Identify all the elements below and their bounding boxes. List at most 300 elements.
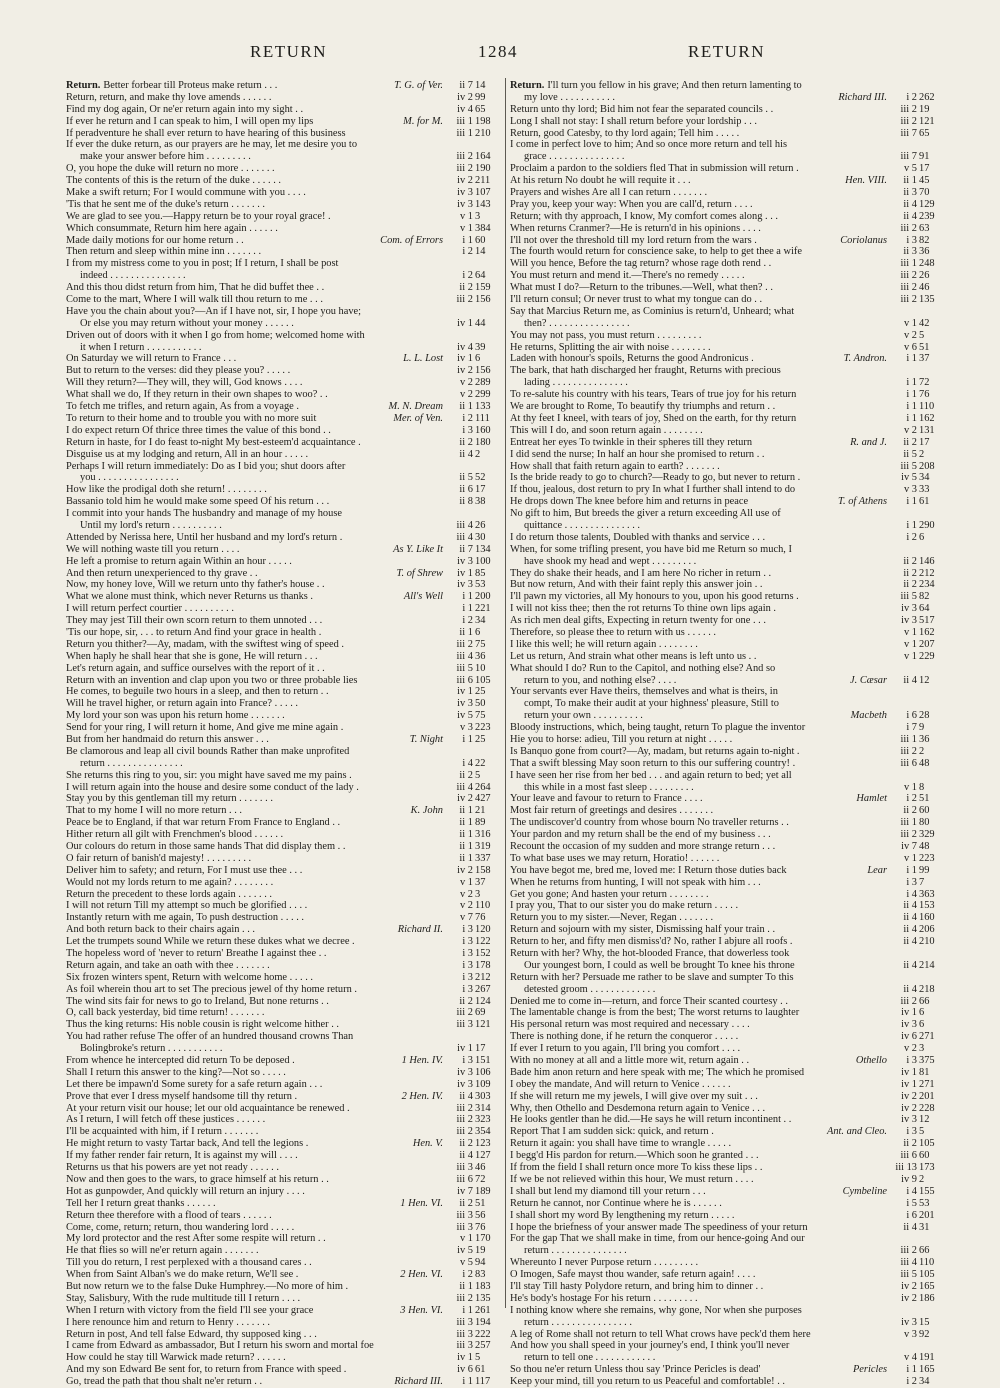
- line-number: 6: [919, 531, 925, 543]
- concordance-line: [510, 675, 947, 687]
- act-scene: iii 2: [456, 638, 473, 650]
- play-title: Macbeth: [848, 710, 887, 722]
- line-number: 173: [919, 1162, 935, 1174]
- concordance-line: [66, 1340, 503, 1352]
- act-scene: iv 4: [457, 103, 473, 115]
- concordance-line: [510, 817, 947, 829]
- act-scene: iii 3: [456, 1019, 473, 1031]
- quotation-text: No gift to him, But breeds the giver a return exceeding All use of: [510, 508, 781, 520]
- concordance-line: [510, 187, 947, 199]
- concordance-line: [510, 972, 947, 984]
- quotation-text: return . . . . . . . . . . . . . . .: [80, 757, 183, 769]
- line-number: 19: [919, 103, 930, 115]
- concordance-line: [66, 235, 503, 247]
- concordance-line: [66, 472, 503, 484]
- quotation-text: Tell her I return great thanks . . . . . .: [66, 1197, 216, 1209]
- quotation-text: If ever I return to you again, I'll bring you comfort . . . .: [510, 1043, 741, 1055]
- concordance-line: [66, 972, 503, 984]
- act-scene: v 2: [904, 424, 917, 436]
- concordance-line: [510, 1186, 947, 1198]
- concordance-line: [510, 1138, 947, 1150]
- concordance-line: [66, 1233, 503, 1245]
- line-number: 46: [475, 1162, 486, 1174]
- quotation-text: But from her handmaid do return this answer . . .: [66, 733, 269, 745]
- concordance-line: [66, 1198, 503, 1210]
- quotation-text: He drops down The knee before him and returns in peace: [510, 496, 749, 508]
- quotation-text: And this thou didst return from him, That he did buffet thee . .: [66, 282, 325, 294]
- line-number: 200: [475, 591, 491, 603]
- concordance-line: [510, 960, 947, 972]
- act-scene: v 6: [904, 341, 917, 353]
- line-number: 30: [475, 531, 486, 543]
- act-scene: ii 3: [903, 187, 917, 199]
- quotation-text: I'll stay Till hasty Polydore return, and bring him to dinner . .: [510, 1280, 764, 1292]
- quotation-text: Return with her? Why, the hot-blooded France, that dowerless took: [510, 948, 790, 960]
- act-scene: iv 2: [457, 175, 473, 187]
- concordance-line: [66, 1186, 503, 1198]
- act-scene: i 2: [462, 270, 473, 282]
- quotation-text: He left a promise to return again Within an hour . . . . .: [66, 555, 292, 567]
- quotation-text: Deliver him to safety; and return, For I must use thee . . .: [66, 864, 303, 876]
- act-scene: iii 2: [900, 103, 917, 115]
- line-number: 329: [919, 829, 935, 841]
- concordance-line: [66, 1376, 503, 1388]
- concordance-line: [66, 92, 503, 104]
- concordance-line: [510, 746, 947, 758]
- play-title: Mer. of Ven.: [390, 413, 443, 425]
- line-number: 303: [475, 1090, 491, 1102]
- line-number: 106: [475, 1066, 491, 1078]
- act-scene: ii 1: [459, 829, 473, 841]
- line-number: 76: [475, 912, 486, 924]
- concordance-line: [66, 1031, 503, 1043]
- act-scene: iii 13: [895, 1162, 917, 1174]
- quotation-text: If we be not relieved within this hour, We must return . . . .: [510, 1173, 754, 1185]
- quotation-text: As foil wherein thou art to set The precious jewel of thy home return .: [66, 983, 357, 995]
- concordance-line: [510, 984, 947, 996]
- quotation-text: Return to her, and fifty men dismiss'd? No, rather I abjure all roofs .: [510, 936, 793, 948]
- line-number: 290: [919, 519, 935, 531]
- quotation-text: The lamentable change is from the best; The worst returns to laughter: [510, 1007, 800, 1019]
- quotation-text: 'Tis our hope, sir, . . . to return And find your grace in health .: [66, 626, 322, 638]
- play-title: Richard III.: [391, 1376, 443, 1388]
- line-number: 190: [475, 163, 491, 175]
- concordance-line: [66, 1126, 503, 1138]
- line-number: 51: [475, 1197, 486, 1209]
- line-number: 194: [475, 1316, 491, 1328]
- act-scene: iv 1: [457, 1043, 473, 1055]
- quotation-text: Our colours do return in those same hands That did display them . .: [66, 841, 346, 852]
- play-title: As Y. Like It: [390, 544, 443, 556]
- concordance-line: [510, 544, 947, 556]
- quotation-text: What shall we do, If they return in their own shapes to woo? . .: [66, 389, 328, 401]
- concordance-line: [510, 401, 947, 413]
- quotation-text: Let there be impawn'd Some surety for a safe return again . . .: [66, 1078, 323, 1090]
- concordance-line: [66, 936, 503, 948]
- concordance-line: [66, 1245, 503, 1257]
- line-number: 212: [475, 971, 491, 983]
- quotation-text: You must return and mend it.—There's no remedy . . . . .: [510, 270, 745, 282]
- act-scene: v 1: [460, 210, 473, 222]
- quotation-text: What must I do?—Return to the tribunes.—Well, what then? . .: [510, 282, 773, 294]
- line-number: 158: [475, 864, 491, 876]
- play-title: Coriolanus: [837, 235, 887, 247]
- line-number: 51: [919, 793, 930, 805]
- quotation-text: Attended by Nerissa here, Until her husband and my lord's return .: [66, 531, 343, 543]
- line-number: 178: [475, 959, 491, 971]
- act-scene: ii 4: [903, 936, 917, 948]
- act-scene: i 4: [906, 1185, 917, 1197]
- line-number: 91: [919, 151, 930, 163]
- act-scene: iii 2: [900, 1245, 917, 1257]
- act-scene: iv 3: [457, 579, 473, 591]
- act-scene: i 3: [462, 971, 473, 983]
- line-number: 129: [919, 198, 935, 210]
- concordance-line: [66, 1019, 503, 1031]
- concordance-line: [66, 1103, 503, 1115]
- concordance-line: [510, 496, 947, 508]
- act-scene: iv 6: [901, 1031, 917, 1043]
- line-number: 153: [919, 900, 935, 912]
- concordance-line: [66, 128, 503, 140]
- line-number: 2: [919, 448, 925, 460]
- act-scene: ii 1: [459, 841, 473, 852]
- line-number: 262: [919, 91, 935, 103]
- line-number: 48: [919, 757, 930, 769]
- act-scene: iv 3: [457, 698, 473, 710]
- line-number: 75: [475, 638, 486, 650]
- quotation-text: As rich men deal gifts, Expecting in return twenty for one . . .: [510, 615, 766, 627]
- concordance-line: [510, 211, 947, 223]
- quotation-text: The wind sits fair for news to go to Ireland, But none returns . .: [66, 995, 329, 1007]
- line-number: 121: [919, 115, 935, 127]
- concordance-line: [66, 686, 503, 698]
- quotation-text: That to my home I will no more return . . .: [66, 805, 243, 817]
- line-number: 17: [475, 484, 486, 496]
- act-scene: ii 2: [903, 805, 917, 817]
- line-number: 156: [475, 294, 491, 306]
- act-scene: v 4: [904, 1352, 917, 1364]
- act-scene: iv 2: [457, 864, 473, 876]
- quotation-text: And then return unexperienced to thy grave . .: [66, 567, 258, 579]
- act-scene: i 1: [462, 1304, 473, 1316]
- concordance-line: [510, 698, 947, 710]
- concordance-line: [510, 1352, 947, 1364]
- concordance-line: [66, 1150, 503, 1162]
- act-scene: iii 6: [456, 1173, 473, 1185]
- act-scene: i 1: [906, 496, 917, 508]
- act-scene: iii 2: [900, 222, 917, 234]
- line-number: 3: [475, 210, 481, 222]
- act-scene: ii 1: [903, 175, 917, 187]
- quotation-text: I begg'd His pardon for return.—Which soon he granted . . .: [510, 1150, 759, 1162]
- quotation-text: Return and sojourn with my sister, Dismissing half your train . .: [510, 924, 776, 936]
- line-number: 314: [475, 1102, 491, 1114]
- quotation-text: Hie you to horse: adieu, Till you return at night . . . . .: [510, 733, 733, 745]
- concordance-line: [510, 175, 947, 187]
- concordance-line: [510, 199, 947, 211]
- quotation-text: Return. Better forbear till Proteus make return . . .: [66, 80, 278, 91]
- quotation-text: Bade him anon return and here speak with me; The which he promised: [510, 1066, 805, 1078]
- concordance-line: [510, 1126, 947, 1138]
- concordance-line: [510, 151, 947, 163]
- act-scene: ii 2: [459, 1197, 473, 1209]
- concordance-line: [66, 698, 503, 710]
- act-scene: iv 2: [457, 365, 473, 377]
- act-scene: ii 4: [903, 1221, 917, 1233]
- line-number: 123: [475, 1138, 491, 1150]
- play-title: 1 Hen. VI.: [397, 1198, 443, 1210]
- act-scene: iii 2: [900, 829, 917, 841]
- act-scene: iv 3: [901, 1114, 917, 1126]
- concordance-line: [66, 1091, 503, 1103]
- play-title: 2 Hen. VI.: [397, 1269, 443, 1281]
- quotation-text: I come in perfect love to him; And so once more return and tell his: [510, 139, 788, 151]
- line-number: 22: [475, 757, 486, 769]
- concordance-line: [510, 1114, 947, 1126]
- act-scene: iii 6: [900, 757, 917, 769]
- line-number: 218: [919, 983, 935, 995]
- play-title: T. of Athens: [835, 496, 887, 508]
- concordance-line: [66, 663, 503, 675]
- line-number: 165: [919, 1364, 935, 1376]
- concordance-line: [510, 627, 947, 639]
- line-number: 60: [919, 805, 930, 817]
- concordance-line: [66, 568, 503, 580]
- quotation-text: He looks gentler than he did.—He says he will return incontinent . .: [510, 1114, 792, 1126]
- concordance-line: [66, 532, 503, 544]
- line-number: 10: [475, 662, 486, 674]
- concordance-line: [510, 449, 947, 461]
- quotation-text: return to tell one . . . . . . . . . . . .: [524, 1352, 656, 1364]
- quotation-text: His personal return was most required and necessary . . . .: [510, 1019, 750, 1031]
- line-number: 8: [919, 781, 925, 793]
- concordance-line: [66, 746, 503, 758]
- line-number: 121: [475, 1019, 491, 1031]
- line-number: 143: [475, 198, 491, 210]
- line-number: 146: [919, 555, 935, 567]
- line-number: 122: [475, 936, 491, 948]
- line-number: 264: [475, 781, 491, 793]
- concordance-line: [510, 1293, 947, 1305]
- line-number: 191: [919, 1352, 935, 1364]
- line-number: 109: [475, 1078, 491, 1090]
- concordance-line: [510, 389, 947, 401]
- line-number: 76: [475, 1221, 486, 1233]
- concordance-line: [510, 651, 947, 663]
- concordance-line: [510, 1364, 947, 1376]
- quotation-text: She returns this ring to you, sir: you might have saved me my pains .: [66, 769, 352, 781]
- line-number: 234: [919, 579, 935, 591]
- quotation-text: you . . . . . . . . . . . . . . . .: [80, 472, 179, 484]
- concordance-line: [66, 853, 503, 865]
- quotation-text: I shall short my word By lengthening my return . . . . .: [510, 1209, 735, 1221]
- quotation-text: And both return back to their chairs again . . .: [66, 924, 255, 936]
- line-number: 99: [919, 864, 930, 876]
- line-number: 375: [919, 1055, 935, 1067]
- line-number: 12: [919, 1114, 930, 1126]
- concordance-line: [510, 663, 947, 675]
- act-scene: iii 3: [456, 1340, 473, 1352]
- quotation-text: Is the bride ready to go to church?—Ready to go, but never to return .: [510, 472, 801, 484]
- quotation-text: Stay you by this gentleman till my return . . . . . . .: [66, 793, 273, 805]
- concordance-line: [66, 1281, 503, 1293]
- line-number: 211: [475, 175, 491, 187]
- concordance-line: [510, 377, 947, 389]
- quotation-text: Which consummate, Return him here again . . . . . .: [66, 222, 278, 234]
- act-scene: ii 8: [459, 496, 473, 508]
- act-scene: ii 4: [903, 210, 917, 222]
- quotation-text: When returns Cranmer?—He is return'd in his opinions . . . .: [510, 222, 761, 234]
- act-scene: i 7: [906, 722, 917, 734]
- concordance-line: [510, 568, 947, 580]
- act-scene: iii 3: [456, 1162, 473, 1174]
- play-title: 1 Hen. IV.: [399, 1055, 443, 1067]
- line-number: 2: [475, 448, 481, 460]
- act-scene: iii 1: [900, 817, 917, 829]
- concordance-line: [510, 924, 947, 936]
- line-number: 28: [919, 710, 930, 722]
- act-scene: iv 3: [457, 187, 473, 199]
- act-scene: v 5: [460, 1257, 473, 1269]
- act-scene: i 1: [906, 401, 917, 413]
- line-number: 105: [919, 1269, 935, 1281]
- line-number: 14: [475, 80, 486, 91]
- headword: Return.: [66, 80, 101, 91]
- play-title: Pericles: [850, 1364, 887, 1376]
- act-scene: ii 7: [459, 543, 473, 555]
- act-scene: iii 2: [900, 115, 917, 127]
- quotation-text: I will not kiss thee; then the rot returns To thine own lips again .: [510, 603, 777, 615]
- line-number: 159: [475, 282, 491, 294]
- concordance-line: [510, 330, 947, 342]
- line-number: 26: [475, 519, 486, 531]
- act-scene: iii 2: [456, 1114, 473, 1126]
- concordance-line: [510, 579, 947, 591]
- act-scene: iv 7: [457, 1185, 473, 1197]
- act-scene: iii 1: [456, 127, 473, 139]
- quotation-text: Get you gone; And hasten your return . . . . . . . .: [510, 888, 709, 900]
- line-number: 61: [475, 1364, 486, 1376]
- line-number: 160: [919, 912, 935, 924]
- quotation-text: Now and then goes to the wars, to grace himself at his return . .: [66, 1173, 329, 1185]
- concordance-line: [66, 282, 503, 294]
- concordance-line: [66, 817, 503, 829]
- act-scene: i 4: [462, 757, 473, 769]
- concordance-line: [510, 1340, 947, 1352]
- line-number: 228: [919, 1102, 935, 1114]
- left-column: [66, 80, 503, 1388]
- line-number: 271: [919, 1031, 935, 1043]
- concordance-line: [510, 793, 947, 805]
- act-scene: ii 2: [459, 995, 473, 1007]
- line-number: 48: [919, 841, 930, 852]
- quotation-text: Say that Marcius Return me, as Cominius is return'd, Unheard; what: [510, 305, 795, 317]
- quotation-text: return your own . . . . . . . . . .: [524, 710, 643, 722]
- page-number: 1284: [478, 42, 518, 61]
- quotation-text: For the gap That we shall make in time, from our hence-going And our: [510, 1233, 805, 1245]
- quotation-text: With no money at all and a little more wit, return again . .: [510, 1055, 750, 1067]
- quotation-text: Return. I'll turn you fellow in his grave; And then return lamenting to: [510, 80, 802, 91]
- act-scene: iv 3: [901, 1019, 917, 1031]
- concordance-line: [510, 912, 947, 924]
- line-number: 198: [475, 115, 491, 127]
- concordance-line: [66, 639, 503, 651]
- act-scene: ii 4: [903, 959, 917, 971]
- concordance-line: [510, 710, 947, 722]
- quotation-text: They may jest Till their own scorn return to them unnoted . . .: [66, 615, 323, 627]
- act-scene: iv 1: [457, 1352, 473, 1364]
- play-title: M. for M.: [400, 116, 443, 128]
- line-number: 111: [475, 412, 490, 424]
- quotation-text: Find my dog again, Or ne'er return again into my sight . .: [66, 103, 304, 115]
- line-number: 69: [475, 1007, 486, 1019]
- concordance-line: [510, 782, 947, 794]
- quotation-text: Return thee therefore with a flood of tears . . . . . .: [66, 1209, 272, 1221]
- line-number: 82: [919, 591, 930, 603]
- concordance-line: [510, 306, 947, 318]
- act-scene: iv 3: [457, 198, 473, 210]
- concordance-line: [66, 793, 503, 805]
- concordance-line: [510, 1269, 947, 1281]
- concordance-line: [66, 1269, 503, 1281]
- line-number: 5: [919, 329, 925, 341]
- act-scene: ii 4: [459, 1150, 473, 1162]
- concordance-line: [66, 603, 503, 615]
- line-number: 207: [919, 638, 935, 650]
- line-number: 151: [475, 1055, 491, 1067]
- act-scene: iii 5: [900, 460, 917, 472]
- quotation-text: My lord protector and the rest After some respite will return . .: [66, 1233, 326, 1245]
- act-scene: iii 4: [900, 1257, 917, 1269]
- concordance-line: [510, 1233, 947, 1245]
- quotation-text: From whence he intercepted did return To be deposed .: [66, 1055, 295, 1067]
- running-head: [0, 42, 1000, 66]
- quotation-text: How like the prodigal doth she return! . . . . . . . .: [66, 484, 267, 496]
- quotation-text: Return with an invention and clap upon you two or three probable lies: [66, 674, 358, 686]
- act-scene: i 3: [462, 948, 473, 960]
- concordance-line: [66, 270, 503, 282]
- line-number: 223: [475, 722, 491, 734]
- concordance-line: [66, 449, 503, 461]
- line-number: 162: [919, 412, 935, 424]
- quotation-text: Denied me to come in—return, and force Their scanted courtesy . .: [510, 995, 788, 1007]
- line-number: 135: [475, 1292, 491, 1304]
- play-title: R. and J.: [847, 437, 887, 449]
- act-scene: v 1: [460, 876, 473, 888]
- act-scene: i 1: [906, 412, 917, 424]
- act-scene: ii 1: [459, 805, 473, 817]
- line-number: 37: [475, 876, 486, 888]
- act-scene: iii 2: [456, 1292, 473, 1304]
- concordance-line: [66, 1352, 503, 1364]
- concordance-line: [66, 1067, 503, 1079]
- concordance-line: [66, 1317, 503, 1329]
- line-number: 6: [919, 1019, 925, 1031]
- quotation-text: The undiscover'd country from whose bourn No traveller returns . .: [510, 817, 789, 829]
- act-scene: iv 1: [457, 353, 473, 365]
- line-number: 72: [475, 1173, 486, 1185]
- act-scene: i 1: [462, 733, 473, 745]
- concordance-line: [510, 235, 947, 247]
- play-title: K. John: [408, 805, 443, 817]
- act-scene: v 2: [460, 900, 473, 912]
- concordance-line: [66, 139, 503, 151]
- line-number: 210: [919, 936, 935, 948]
- quotation-text: O fair return of banish'd majesty! . . . . . . . . .: [66, 852, 252, 864]
- line-number: 53: [475, 579, 486, 591]
- line-number: 56: [475, 1209, 486, 1221]
